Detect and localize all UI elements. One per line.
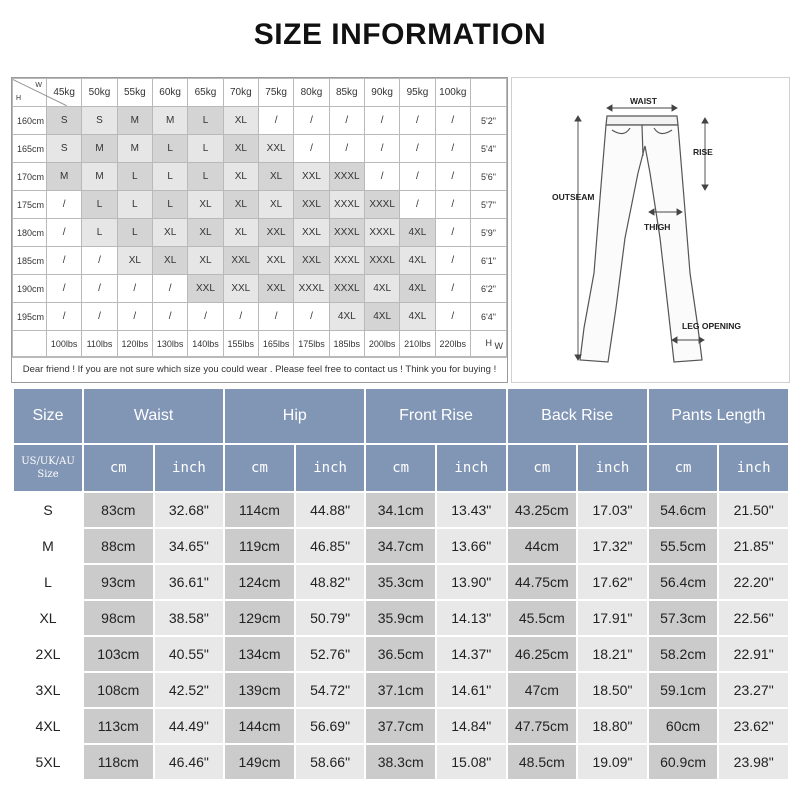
grid-size-cell: S (82, 107, 117, 135)
weight-header: 80kg (294, 79, 329, 107)
measurement-length-cm: 54.6cm (649, 493, 718, 527)
height-inch-label: 5'4" (471, 135, 507, 163)
outseam-label: OUTSEAM (552, 192, 595, 202)
unit-inch: inch (578, 445, 647, 491)
measurement-waist-cm: 108cm (84, 673, 153, 707)
grid-size-cell: XXXL (329, 275, 364, 303)
grid-size-cell: / (435, 219, 470, 247)
grid-size-cell: / (47, 247, 82, 275)
measurement-front-cm: 35.3cm (366, 565, 435, 599)
header-us-uk-au-size: US/UK/AU Size (14, 445, 82, 491)
grid-size-cell: / (435, 107, 470, 135)
grid-size-cell: XL (223, 135, 258, 163)
grid-size-cell: XL (223, 107, 258, 135)
grid-size-cell: 4XL (364, 303, 399, 331)
pounds-label: 140lbs (188, 331, 223, 357)
grid-size-cell: L (117, 191, 152, 219)
weight-header: 50kg (82, 79, 117, 107)
measurement-back-cm: 47.75cm (508, 709, 577, 743)
corner-h-label: H (485, 338, 492, 348)
grid-size-cell: XXXL (364, 219, 399, 247)
grid-size-cell: L (117, 219, 152, 247)
pounds-label: 100lbs (47, 331, 82, 357)
grid-size-cell: XL (258, 163, 293, 191)
measurement-hip-in: 52.76" (296, 637, 365, 671)
measurement-back-cm: 46.25cm (508, 637, 577, 671)
measurement-front-cm: 34.1cm (366, 493, 435, 527)
measurement-length-in: 21.50" (719, 493, 788, 527)
grid-size-cell: / (435, 247, 470, 275)
height-inch-label: 6'4" (471, 303, 507, 331)
grid-size-cell: XXXL (294, 275, 329, 303)
measurement-length-cm: 59.1cm (649, 673, 718, 707)
rise-label: RISE (693, 147, 713, 157)
corner-w-label: W (35, 82, 42, 89)
unit-inch: inch (296, 445, 365, 491)
measurement-hip-cm: 139cm (225, 673, 294, 707)
measurement-hip-in: 50.79" (296, 601, 365, 635)
measurement-length-in: 23.62" (719, 709, 788, 743)
pounds-label: 185lbs (329, 331, 364, 357)
measurement-front-cm: 35.9cm (366, 601, 435, 635)
pounds-label: 130lbs (152, 331, 187, 357)
measurement-front-in: 15.08" (437, 745, 506, 779)
header-back-rise: Back Rise (508, 389, 647, 443)
header-pants-length: Pants Length (649, 389, 788, 443)
pounds-row (13, 331, 507, 357)
grid-size-cell: XXL (188, 275, 223, 303)
grid-size-cell: M (47, 163, 82, 191)
grid-size-cell: L (152, 163, 187, 191)
grid-size-cell: / (258, 107, 293, 135)
measurement-length-cm: 60cm (649, 709, 718, 743)
grid-row (13, 163, 507, 191)
grid-size-cell: XXL (223, 275, 258, 303)
height-inch-label: 5'9" (471, 219, 507, 247)
pounds-label: 155lbs (223, 331, 258, 357)
grid-row (13, 107, 507, 135)
measurement-back-cm: 48.5cm (508, 745, 577, 779)
grid-size-cell: L (188, 107, 223, 135)
grid-row (13, 191, 507, 219)
pants-diagram (511, 77, 790, 383)
grid-size-cell: XXL (258, 135, 293, 163)
measurement-length-cm: 60.9cm (649, 745, 718, 779)
measurement-front-in: 14.61" (437, 673, 506, 707)
grid-size-cell: / (364, 107, 399, 135)
pounds-label: 165lbs (258, 331, 293, 357)
grid-size-cell: / (329, 107, 364, 135)
height-inch-label: 5'2" (471, 107, 507, 135)
grid-size-cell: / (82, 247, 117, 275)
unit-cm: cm (84, 445, 153, 491)
size-label: L (14, 565, 82, 599)
grid-size-cell: 4XL (400, 275, 435, 303)
measurement-row (14, 529, 788, 563)
size-label: M (14, 529, 82, 563)
grid-size-cell: / (435, 163, 470, 191)
corner-w-label: W (494, 341, 503, 351)
measurement-back-in: 17.62" (578, 565, 647, 599)
size-grid-table (12, 78, 507, 357)
grid-header-blank (471, 79, 507, 107)
size-grid-chart (11, 77, 508, 383)
grid-size-cell: XL (188, 191, 223, 219)
height-inch-label: 6'1" (471, 247, 507, 275)
measurement-waist-in: 36.61" (155, 565, 224, 599)
measurement-length-in: 23.98" (719, 745, 788, 779)
grid-size-cell: XXXL (364, 191, 399, 219)
measurement-length-in: 22.20" (719, 565, 788, 599)
height-label: 170cm (13, 163, 47, 191)
measurement-hip-cm: 149cm (225, 745, 294, 779)
grid-size-cell: / (117, 275, 152, 303)
measurement-unit-row (14, 445, 788, 491)
grid-row (13, 135, 507, 163)
pounds-label: 175lbs (294, 331, 329, 357)
grid-size-cell: XXL (223, 247, 258, 275)
measurement-back-in: 17.91" (578, 601, 647, 635)
measurement-length-in: 21.85" (719, 529, 788, 563)
grid-size-cell: / (47, 303, 82, 331)
header-front-rise: Front Rise (366, 389, 505, 443)
measurement-hip-in: 56.69" (296, 709, 365, 743)
measurement-header-row (14, 389, 788, 443)
grid-size-cell: 4XL (329, 303, 364, 331)
measurement-hip-cm: 124cm (225, 565, 294, 599)
grid-size-cell: XL (223, 219, 258, 247)
grid-size-cell: XXL (294, 191, 329, 219)
measurement-back-cm: 44.75cm (508, 565, 577, 599)
leg-opening-label: LEG OPENING (682, 321, 742, 331)
grid-size-cell: / (400, 107, 435, 135)
grid-size-cell: / (258, 303, 293, 331)
grid-size-cell: XXXL (329, 191, 364, 219)
grid-size-cell: / (364, 163, 399, 191)
measurement-back-in: 18.50" (578, 673, 647, 707)
measurement-back-cm: 45.5cm (508, 601, 577, 635)
size-label: 5XL (14, 745, 82, 779)
measurement-waist-cm: 93cm (84, 565, 153, 599)
grid-size-cell: / (152, 303, 187, 331)
measurement-length-in: 22.56" (719, 601, 788, 635)
pounds-label: 210lbs (400, 331, 435, 357)
grid-size-cell: / (364, 135, 399, 163)
grid-size-cell: XXXL (329, 219, 364, 247)
pounds-label: 200lbs (364, 331, 399, 357)
unit-inch: inch (437, 445, 506, 491)
header-hip: Hip (225, 389, 364, 443)
grid-size-cell: S (47, 107, 82, 135)
measurement-hip-cm: 134cm (225, 637, 294, 671)
grid-size-cell: XXL (294, 163, 329, 191)
grid-size-cell: L (82, 191, 117, 219)
measurement-waist-in: 32.68" (155, 493, 224, 527)
grid-size-cell: / (152, 275, 187, 303)
grid-size-cell: M (117, 135, 152, 163)
measurement-hip-cm: 144cm (225, 709, 294, 743)
size-label: 4XL (14, 709, 82, 743)
grid-size-cell: XL (152, 219, 187, 247)
grid-size-cell: / (294, 135, 329, 163)
measurement-waist-in: 42.52" (155, 673, 224, 707)
unit-inch: inch (719, 445, 788, 491)
size-label: S (14, 493, 82, 527)
measurement-length-in: 23.27" (719, 673, 788, 707)
measurement-front-in: 13.90" (437, 565, 506, 599)
grid-size-cell: / (329, 135, 364, 163)
measurement-hip-in: 44.88" (296, 493, 365, 527)
measurement-row (14, 493, 788, 527)
measurement-row (14, 565, 788, 599)
measurement-length-cm: 56.4cm (649, 565, 718, 599)
grid-size-cell: / (47, 191, 82, 219)
measurement-hip-in: 46.85" (296, 529, 365, 563)
grid-size-cell: M (82, 163, 117, 191)
measurement-hip-cm: 129cm (225, 601, 294, 635)
grid-size-cell: L (117, 163, 152, 191)
weight-header: 100kg (435, 79, 470, 107)
grid-size-cell: / (435, 191, 470, 219)
measurement-hip-in: 48.82" (296, 565, 365, 599)
unit-cm: cm (366, 445, 435, 491)
grid-size-cell: XL (258, 191, 293, 219)
unit-cm: cm (649, 445, 718, 491)
grid-size-cell: XL (223, 191, 258, 219)
grid-size-cell: XL (117, 247, 152, 275)
unit-inch: inch (155, 445, 224, 491)
measurement-waist-in: 46.46" (155, 745, 224, 779)
grid-size-cell: XXXL (364, 247, 399, 275)
measurement-table (12, 387, 790, 781)
measurement-front-in: 13.66" (437, 529, 506, 563)
grid-size-cell: / (435, 135, 470, 163)
grid-size-cell: M (82, 135, 117, 163)
measurement-waist-cm: 103cm (84, 637, 153, 671)
grid-size-cell: L (188, 135, 223, 163)
grid-row (13, 247, 507, 275)
grid-weight-header-row (13, 79, 507, 107)
measurement-front-cm: 34.7cm (366, 529, 435, 563)
measurement-hip-cm: 119cm (225, 529, 294, 563)
measurement-back-cm: 47cm (508, 673, 577, 707)
measurement-hip-in: 58.66" (296, 745, 365, 779)
pounds-label: 110lbs (82, 331, 117, 357)
grid-size-cell: XXL (258, 275, 293, 303)
grid-size-cell: / (117, 303, 152, 331)
measurement-front-in: 14.13" (437, 601, 506, 635)
grid-size-cell: / (82, 275, 117, 303)
grid-size-cell: XXL (258, 247, 293, 275)
grid-size-cell: / (82, 303, 117, 331)
measurement-waist-in: 34.65" (155, 529, 224, 563)
grid-size-cell: XL (188, 219, 223, 247)
measurement-front-in: 14.84" (437, 709, 506, 743)
grid-size-cell: 4XL (400, 247, 435, 275)
measurement-back-cm: 43.25cm (508, 493, 577, 527)
measurement-back-cm: 44cm (508, 529, 577, 563)
measurement-row (14, 601, 788, 635)
grid-size-cell: / (188, 303, 223, 331)
grid-size-cell: XXXL (329, 247, 364, 275)
measurement-row (14, 745, 788, 779)
measurement-waist-in: 38.58" (155, 601, 224, 635)
measurement-front-cm: 36.5cm (366, 637, 435, 671)
height-label: 175cm (13, 191, 47, 219)
measurement-front-in: 13.43" (437, 493, 506, 527)
size-label: 2XL (14, 637, 82, 671)
measurement-length-in: 22.91" (719, 637, 788, 671)
header-waist: Waist (84, 389, 223, 443)
grid-row (13, 275, 507, 303)
measurement-back-in: 17.32" (578, 529, 647, 563)
grid-size-cell: / (294, 107, 329, 135)
weight-header: 70kg (223, 79, 258, 107)
measurement-waist-cm: 118cm (84, 745, 153, 779)
pounds-row-blank (13, 331, 47, 357)
measurement-front-cm: 37.7cm (366, 709, 435, 743)
grid-size-cell: L (152, 135, 187, 163)
page-title: SIZE INFORMATION (253, 18, 547, 51)
measurement-hip-cm: 114cm (225, 493, 294, 527)
measurement-back-in: 17.03" (578, 493, 647, 527)
grid-size-cell: / (435, 275, 470, 303)
contact-note: Dear friend ! If you are not sure which size you could wear . Please feel free to contact us ! Think you for buying ! (12, 357, 507, 381)
thigh-label: THIGH (644, 222, 671, 232)
measurement-hip-in: 54.72" (296, 673, 365, 707)
grid-size-cell: / (400, 191, 435, 219)
measurement-length-cm: 57.3cm (649, 601, 718, 635)
corner-h-label: H (16, 95, 22, 102)
measurement-waist-cm: 83cm (84, 493, 153, 527)
weight-header: 75kg (258, 79, 293, 107)
measurement-row (14, 637, 788, 671)
grid-size-cell: XXL (294, 247, 329, 275)
pounds-label: 120lbs (117, 331, 152, 357)
grid-row (13, 303, 507, 331)
grid-size-cell: L (82, 219, 117, 247)
weight-header: 85kg (329, 79, 364, 107)
height-label: 190cm (13, 275, 47, 303)
measurement-waist-cm: 88cm (84, 529, 153, 563)
grid-size-cell: / (435, 303, 470, 331)
unit-cm: cm (225, 445, 294, 491)
grid-size-cell: M (117, 107, 152, 135)
height-inch-label: 6'2" (471, 275, 507, 303)
grid-size-cell: XXXL (329, 163, 364, 191)
grid-size-cell: / (400, 135, 435, 163)
measurement-back-in: 18.80" (578, 709, 647, 743)
grid-size-cell: XXL (294, 219, 329, 247)
weight-header: 65kg (188, 79, 223, 107)
waist-label: WAIST (630, 96, 657, 106)
measurement-front-cm: 37.1cm (366, 673, 435, 707)
pounds-label: 220lbs (435, 331, 470, 357)
grid-size-cell: 4XL (400, 219, 435, 247)
measurement-length-cm: 58.2cm (649, 637, 718, 671)
weight-header: 45kg (47, 79, 82, 107)
height-label: 185cm (13, 247, 47, 275)
measurement-back-in: 19.09" (578, 745, 647, 779)
grid-row (13, 219, 507, 247)
grid-size-cell: / (47, 275, 82, 303)
measurement-waist-in: 40.55" (155, 637, 224, 671)
grid-size-cell: XL (188, 247, 223, 275)
height-label: 180cm (13, 219, 47, 247)
grid-size-cell: L (152, 191, 187, 219)
height-label: 160cm (13, 107, 47, 135)
grid-size-cell: M (152, 107, 187, 135)
height-label: 165cm (13, 135, 47, 163)
size-label: 3XL (14, 673, 82, 707)
weight-header: 90kg (364, 79, 399, 107)
measurement-waist-cm: 113cm (84, 709, 153, 743)
weight-header: 95kg (400, 79, 435, 107)
weight-header: 55kg (117, 79, 152, 107)
grid-size-cell: 4XL (400, 303, 435, 331)
size-label: XL (14, 601, 82, 635)
measurement-row (14, 709, 788, 743)
grid-size-cell: XL (152, 247, 187, 275)
header-size: Size (14, 389, 82, 443)
grid-size-cell: / (223, 303, 258, 331)
height-inch-label: 5'6" (471, 163, 507, 191)
grid-corner-cell (13, 79, 47, 107)
grid-size-cell: / (294, 303, 329, 331)
grid-size-cell: / (400, 163, 435, 191)
unit-cm: cm (508, 445, 577, 491)
height-label: 195cm (13, 303, 47, 331)
measurement-front-in: 14.37" (437, 637, 506, 671)
grid-corner-cell-bottom (471, 331, 507, 357)
measurement-row (14, 673, 788, 707)
grid-size-cell: 4XL (364, 275, 399, 303)
grid-size-cell: XXL (258, 219, 293, 247)
measurement-back-in: 18.21" (578, 637, 647, 671)
measurement-waist-in: 44.49" (155, 709, 224, 743)
grid-size-cell: / (47, 219, 82, 247)
weight-header: 60kg (152, 79, 187, 107)
grid-size-cell: S (47, 135, 82, 163)
measurement-front-cm: 38.3cm (366, 745, 435, 779)
grid-size-cell: L (188, 163, 223, 191)
measurement-waist-cm: 98cm (84, 601, 153, 635)
measurement-length-cm: 55.5cm (649, 529, 718, 563)
grid-size-cell: XL (223, 163, 258, 191)
height-inch-label: 5'7" (471, 191, 507, 219)
